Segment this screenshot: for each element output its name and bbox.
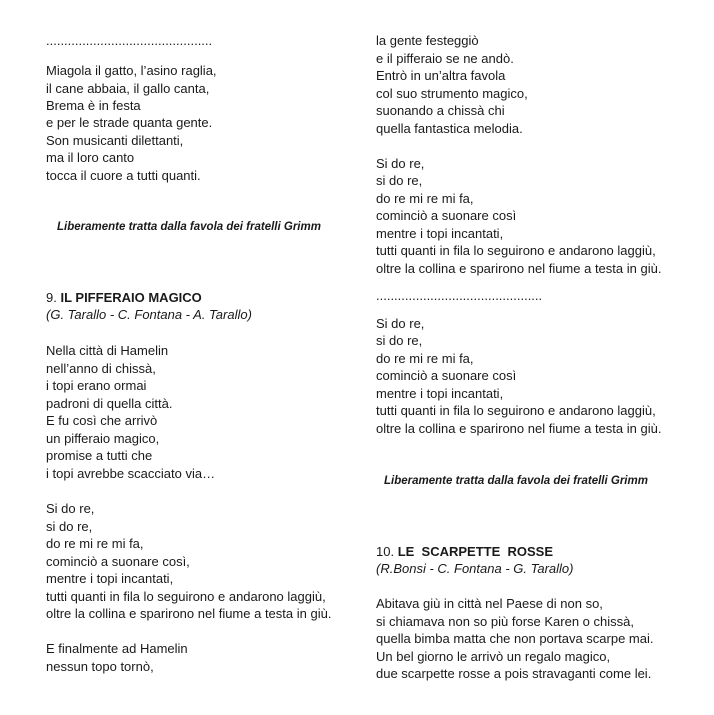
song-title: LE SCARPETTE ROSSE xyxy=(397,544,554,559)
lyric-line: due scarpette rosse a pois stravaganti come lei. xyxy=(376,666,652,681)
song-authors: (G. Tarallo - C. Fontana - A. Tarallo) xyxy=(46,307,252,322)
lyric-line: E finalmente ad Hamelin xyxy=(46,641,188,656)
lyric-line: Nella città di Hamelin xyxy=(46,343,169,358)
lyric-line: Brema è in festa xyxy=(46,98,141,113)
lyric-line: i topi erano ormai xyxy=(46,378,147,393)
lyric-line: Si do re, xyxy=(376,316,425,331)
lyric-line: tutti quanti in fila lo seguirono e andarono laggiù, xyxy=(46,589,326,604)
source-credit: Liberamente tratta dalla favola dei fratelli Grimm xyxy=(384,475,648,487)
lyric-line: mentre i topi incantati, xyxy=(376,226,504,241)
lyric-line: Son musicanti dilettanti, xyxy=(46,133,184,148)
lyric-line: si chiamava non so più forse Karen o chissà, xyxy=(376,614,634,629)
lyric-line: tocca il cuore a tutti quanti. xyxy=(46,168,201,183)
lyric-line: cominciò a suonare così xyxy=(376,208,517,223)
lyric-line: si do re, xyxy=(376,173,423,188)
lyric-line: do re mi re mi fa, xyxy=(46,536,144,551)
lyric-line: oltre la collina e sparirono nel fiume a testa in giù. xyxy=(46,606,332,621)
lyric-line: oltre la collina e sparirono nel fiume a testa in giù. xyxy=(376,261,662,276)
song-authors: (R.Bonsi - C. Fontana - G. Tarallo) xyxy=(376,561,574,576)
lyric-line: nell’anno di chissà, xyxy=(46,361,156,376)
lyric-line: E fu così che arrivò xyxy=(46,413,158,428)
lyric-line: mentre i topi incantati, xyxy=(46,571,174,586)
lyric-line: col suo strumento magico, xyxy=(376,86,528,101)
lyric-line: padroni di quella città. xyxy=(46,396,173,411)
lyric-line: ma il loro canto xyxy=(46,150,135,165)
lyric-line: un pifferaio magico, xyxy=(46,431,160,446)
song-number: 10. xyxy=(376,544,395,559)
song-heading xyxy=(376,543,553,560)
lyric-line: Si do re, xyxy=(376,156,425,171)
lyric-line: si do re, xyxy=(376,333,423,348)
separator: .............................................. xyxy=(46,33,213,48)
lyric-line: il cane abbaia, il gallo canta, xyxy=(46,81,210,96)
source-credit: Liberamente tratta dalla favola dei fratelli Grimm xyxy=(57,221,321,233)
lyric-line: e il pifferaio se ne andò. xyxy=(376,51,514,66)
lyric-line: cominciò a suonare così xyxy=(376,368,517,383)
lyric-line: quella fantastica melodia. xyxy=(376,121,523,136)
lyric-line: Miagola il gatto, l’asino raglia, xyxy=(46,63,217,78)
lyric-line: nessun topo tornò, xyxy=(46,659,154,674)
lyric-line: la gente festeggiò xyxy=(376,33,479,48)
lyric-line: mentre i topi incantati, xyxy=(376,386,504,401)
lyric-line: suonando a chissà chi xyxy=(376,103,505,118)
lyric-line: do re mi re mi fa, xyxy=(376,351,474,366)
separator: .............................................. xyxy=(376,288,543,303)
lyric-line: i topi avrebbe scacciato via… xyxy=(46,466,216,481)
lyric-line: e per le strade quanta gente. xyxy=(46,115,213,130)
lyric-line: Abitava giù in città nel Paese di non so, xyxy=(376,596,603,611)
lyric-line: tutti quanti in fila lo seguirono e andarono laggiù, xyxy=(376,403,656,418)
lyric-line: tutti quanti in fila lo seguirono e andarono laggiù, xyxy=(376,243,656,258)
lyric-line: promise a tutti che xyxy=(46,448,153,463)
lyric-line: do re mi re mi fa, xyxy=(376,191,474,206)
lyric-line: Si do re, xyxy=(46,501,95,516)
lyric-line: Un bel giorno le arrivò un regalo magico, xyxy=(376,649,611,664)
lyric-line: quella bimba matta che non portava scarpe mai. xyxy=(376,631,654,646)
song-number: 9. xyxy=(46,290,57,305)
song-title: IL PIFFERAIO MAGICO xyxy=(60,290,202,305)
lyric-line: cominciò a suonare così, xyxy=(46,554,190,569)
song-heading xyxy=(46,289,202,306)
lyric-line: Entrò in un’altra favola xyxy=(376,68,506,83)
lyric-line: si do re, xyxy=(46,519,93,534)
lyric-line: oltre la collina e sparirono nel fiume a testa in giù. xyxy=(376,421,662,436)
